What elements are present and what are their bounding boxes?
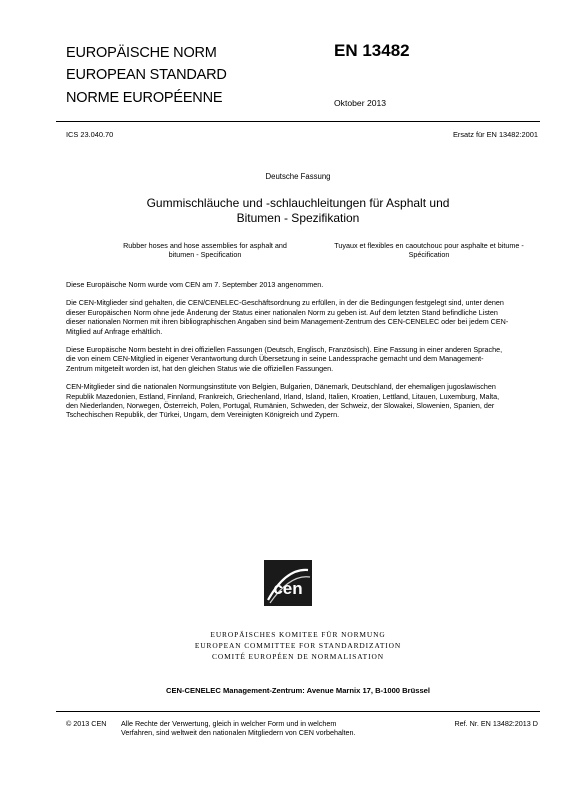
copyright: © 2013 CEN	[66, 719, 107, 728]
paragraph-line: Republik Mazedonien, Estland, Finnland, Frankreich, Griechenland, Irland, Island, Italien, Kroatien, Lettland, Litauen, Luxemburg, Malta,	[66, 391, 500, 401]
document-title-line2: Bitumen - Spezifikation	[236, 211, 360, 225]
document-title	[56, 196, 540, 226]
paragraph-line: Diese Europäische Norm besteht in drei offiziellen Fassungen (Deutsch, Englisch, Französisch). Eine Fassung in einer anderen Sprache,	[66, 345, 503, 355]
paragraph-obligations	[66, 298, 546, 336]
paragraph-adoption	[66, 280, 546, 289]
org-name-german: EUROPÄISCHES KOMITEE FÜR NORMUNG	[210, 630, 386, 639]
title-french-line2: Spécification	[408, 250, 450, 260]
paragraph-line: CEN-Mitglieder sind die nationalen Normungsinstitute von Belgien, Bulgarien, Dänemark, Deutschland, der ehemaligen jugoslawischen	[66, 382, 496, 392]
reference-number: Ref. Nr. EN 13482:2013 D	[454, 719, 538, 728]
paragraph-line: Die CEN-Mitglieder sind gehalten, die CEN/CENELEC-Geschäftsordnung zu erfüllen, in der die Bedingungen festgelegt sind, unter denen	[66, 298, 504, 308]
cen-logo-text: cen	[273, 579, 303, 598]
supersedes-note: Ersatz für EN 13482:2001	[452, 130, 538, 139]
paragraph-line: Tschechischen Republik, der Türkei, Ungarn, dem Vereinigten Königreich und Zypern.	[66, 410, 340, 420]
org-name-french: COMITÉ EUROPÉEN DE NORMALISATION	[212, 652, 384, 661]
title-english: EUROPEAN STANDARD	[66, 67, 227, 83]
management-centre-address: CEN-CENELEC Management-Zentrum: Avenue Marnix 17, B-1000 Brüssel	[165, 686, 431, 695]
body-text	[66, 280, 546, 420]
cen-logo-mark-icon	[264, 560, 312, 606]
paragraph-line: den Niederlanden, Norwegen, Österreich, Polen, Portugal, Rumänien, Schweden, der Schweiz, der Slowakei, Slowenien, Spanien, der	[66, 401, 495, 411]
paragraph-line: die von einem CEN-Mitglied in eigener Verantwortung durch Übersetzung in seine Landessprache gemacht und dem Management-	[66, 354, 484, 364]
paragraph-line: dieser Europäischen Norm ohne jede Änderung der Status einer nationalen Norm zu geben ist. Auf dem letzten Stand befindliche Listen	[66, 307, 498, 317]
paragraph-line: Zentrum mitgeteilt worden ist, hat den gleichen Status wie die offiziellen Fassungen.	[66, 363, 334, 373]
paragraph-line: dieser nationalen Normen mit ihren bibliographischen Angaben sind beim Management-Zentrum des CEN-CENELEC oder bei jedem CEN-	[66, 317, 509, 327]
title-english-line1: Rubber hoses and hose assemblies for asphalt and	[123, 241, 287, 250]
paragraph-line: Mitglied auf Anfrage erhältlich.	[66, 326, 163, 336]
rights-notice	[121, 719, 401, 738]
title-english-translation	[90, 241, 320, 260]
title-english-line2: bitumen - Specification	[168, 250, 242, 260]
title-german: EUROPÄISCHE NORM	[66, 45, 217, 61]
paragraph-line: Diese Europäische Norm wurde vom CEN am 7. September 2013 angenommen.	[66, 280, 324, 289]
title-french-translation	[306, 241, 552, 260]
footer-divider	[56, 711, 540, 712]
ics-code: ICS 23.040.70	[66, 130, 114, 139]
org-name-english: EUROPEAN COMMITTEE FOR STANDARDIZATION	[194, 641, 402, 650]
publication-date: Oktober 2013	[334, 98, 387, 108]
cen-logo	[264, 560, 312, 606]
rights-line1: Alle Rechte der Verwertung, gleich in welcher Form und in welchem	[121, 719, 337, 728]
title-french-line1: Tuyaux et flexibles en caoutchouc pour asphalte et bitume -	[334, 241, 524, 250]
header-divider	[56, 121, 540, 122]
organization-names	[56, 630, 540, 661]
paragraph-members	[66, 382, 546, 420]
rights-line2: Verfahren, sind weltweit den nationalen Mitgliedern von CEN vorbehalten.	[121, 728, 356, 738]
document-title-line1: Gummischläuche und -schlauchleitungen für Asphalt und	[146, 196, 450, 210]
title-french: NORME EUROPÉENNE	[66, 90, 223, 106]
version-label: Deutsche Fassung	[265, 172, 331, 181]
standard-number: EN 13482	[334, 41, 410, 60]
paragraph-languages	[66, 345, 546, 373]
